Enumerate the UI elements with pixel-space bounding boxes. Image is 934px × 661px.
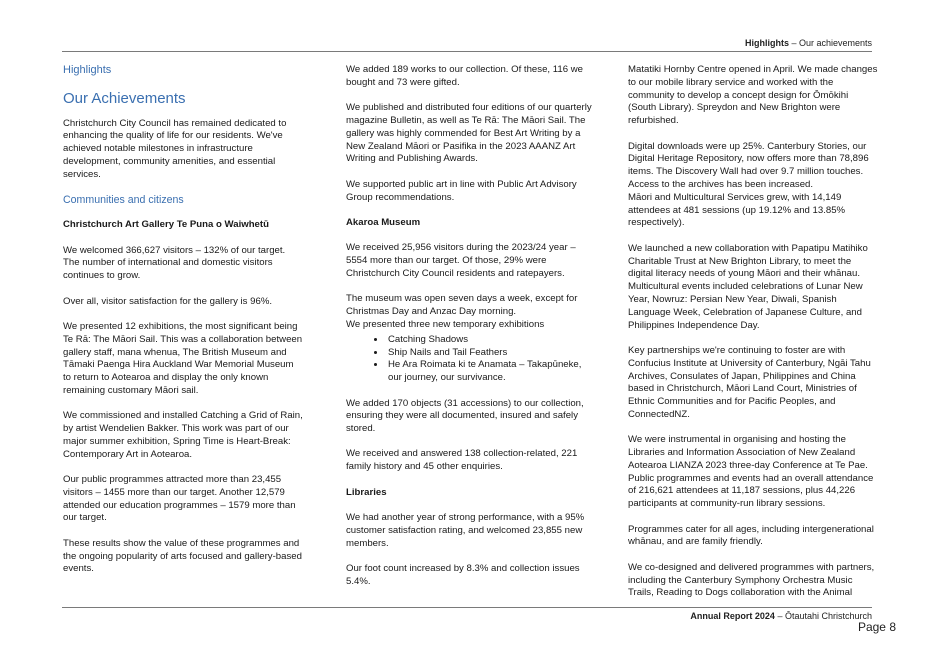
column-2 [346, 64, 596, 601]
paragraph: We commissioned and installed Catching a Grid of Rain, by artist Wendelien Bakker. This work was part of our major summer exhibition, Spring Time is Heart-Break: Contemporary Art in Aotearoa. [63, 410, 303, 460]
page-title: Our Achievements [63, 89, 186, 107]
list-item: • Catching Shadows [386, 334, 596, 347]
paragraph: Māori and Multicultural Services grew, with 14,149 attendees at 481 sessions (up 19.12% and 13.85% respectively). [628, 191, 846, 229]
exhibition-list [346, 334, 596, 385]
section-kicker: Highlights [63, 64, 112, 76]
subheading-communities: Communities and citizens [63, 194, 184, 207]
paragraph: We had another year of strong performance, with a 95% customer satisfaction rating, and welcomed 23,855 new members. [346, 512, 585, 549]
page-footer [62, 611, 872, 621]
paragraph: Matatiki Hornby Centre opened in April. We made changes to our mobile library service and worked with the community to develop a concept design for Ōmōkihi (South Library). Spreydon and New Brighton were refurbished. [628, 64, 878, 127]
header-section: Highlights [744, 38, 789, 48]
heading-art-gallery: Christchurch Art Gallery Te Puna o Waiwhetū [63, 219, 269, 231]
paragraph: The museum was open seven days a week, except for Christmas Day and Anzac Day morning. [346, 293, 578, 318]
header-subsection: – Our achievements [788, 38, 872, 48]
paragraph: We received 25,956 visitors during the 2023/24 year – 5554 more than our target. Of those, 29% were Christchurch City Council residents and ratepayers. [346, 242, 576, 279]
paragraph: We launched a new collaboration with Papatipu Matihiko Charitable Trust at New Brighton Library, to meet the digital literacy needs of young Māori and their whānau. Multicultural events included celebrations of Lunar New Year, Nowruz: Persian New Year, Diwali, Spanish Language Week, Celebration of Japanese Culture, and Philippines Independence Day. [628, 242, 868, 331]
footer-city: – Ōtautahi Christchurch [774, 611, 872, 621]
paragraph: We supported public art in line with Public Art Advisory Group recommendations. [346, 178, 577, 203]
heading-libraries: Libraries [346, 486, 387, 498]
list-item: • He Ara Roimata ki te Anamata – Takapūneke, our journey, our survivance. [386, 359, 596, 385]
paragraph: We published and distributed four editions of our quarterly magazine Bulletin, as well as Te Rā: The Māori Sail. The gallery was highly commended for Best Art Writing by a New Zealand Māori or Pasifika in the 2023 AAANZ Art Writing and Publishing Awards. [346, 102, 592, 165]
column-1 [63, 64, 303, 589]
paragraph: We were instrumental in organising and hosting the Libraries and Information Association of New Zealand Aotearoa LIANZA 2023 three-day Conference at Te Pae. Public programmes and events had an overall attendance of 216,621 attendees at 11,187 sessions, plus 44,226 participants at community-run library sessions. [628, 434, 874, 510]
intro-paragraph: Christchurch City Council has remained dedicated to enhancing the quality of life for our residents. We've achieved notable milestones in infrastructure development, community amenities, and essential services. [63, 117, 287, 180]
paragraph: Our foot count increased by 8.3% and collection issues 5.4%. [346, 563, 580, 587]
paragraph: We added 189 works to our collection. Of these, 116 we bought and 73 were gifted. [346, 64, 583, 88]
page-number: Page 8 [857, 620, 896, 634]
page-header [62, 38, 872, 48]
paragraph: Key partnerships we're continuing to foster are with Confucius Institute at University of Canterbury, Ngāi Tahu Archives, Consulates of Japan, Philippines and China based in Christchurch, Māori Land Court, Ministries of Ethnic Communities and for Pacific Peoples, and ConnectedNZ. [628, 344, 871, 420]
paragraph: We received and answered 138 collection-related, 221 family history and 45 other enquiries. [346, 448, 578, 473]
list-item: • Ship Nails and Tail Feathers [386, 347, 596, 360]
paragraph: These results show the value of these programmes and the ongoing popularity of arts focused and gallery-based events. [63, 537, 302, 575]
paragraph: Our public programmes attracted more than 23,455 visitors – 1455 more than our target. Another 12,579 attended our education programmes – 1579 more than our target. [63, 474, 296, 524]
header-rule [62, 51, 872, 52]
paragraph: We added 170 objects (31 accessions) to our collection, ensuring they were all documented, insured and safely stored. [346, 397, 584, 435]
paragraph: We welcomed 366,627 visitors – 132% of our target. The number of international and domestic visitors continues to grow. [63, 244, 286, 282]
paragraph: Programmes cater for all ages, including intergenerational whānau, and are family friendly. [628, 523, 874, 548]
footer-rule [62, 607, 872, 608]
paragraph: Over all, visitor satisfaction for the gallery is 96%. [63, 295, 273, 307]
heading-akaroa-museum: Akaroa Museum [346, 216, 421, 228]
paragraph: We presented 12 exhibitions, the most significant being Te Rā: The Māori Sail. This was a collaboration between gallery staff, mana whenua, The British Museum and Tāmaki Paenga Hira Auckland War Memorial Museum to return to Aotearoa and display the only known remaining customary Māori sail. [63, 320, 303, 396]
paragraph: Digital downloads were up 25%. Canterbury Stories, our Digital Heritage Repository, now offers more than 78,896 items. The Discovery Wall had over 9.7 million touches. Access to the archives has been increased. [628, 140, 869, 190]
footer-report-title: Annual Report 2024 [690, 611, 775, 621]
paragraph: We co-designed and delivered programmes with partners, including the Canterbury Symphony Orchestra Music Trails, Reading to Dogs collaboration with the Animal [628, 561, 875, 599]
paragraph: We presented three new temporary exhibitions [346, 318, 545, 330]
column-3 [628, 64, 878, 613]
